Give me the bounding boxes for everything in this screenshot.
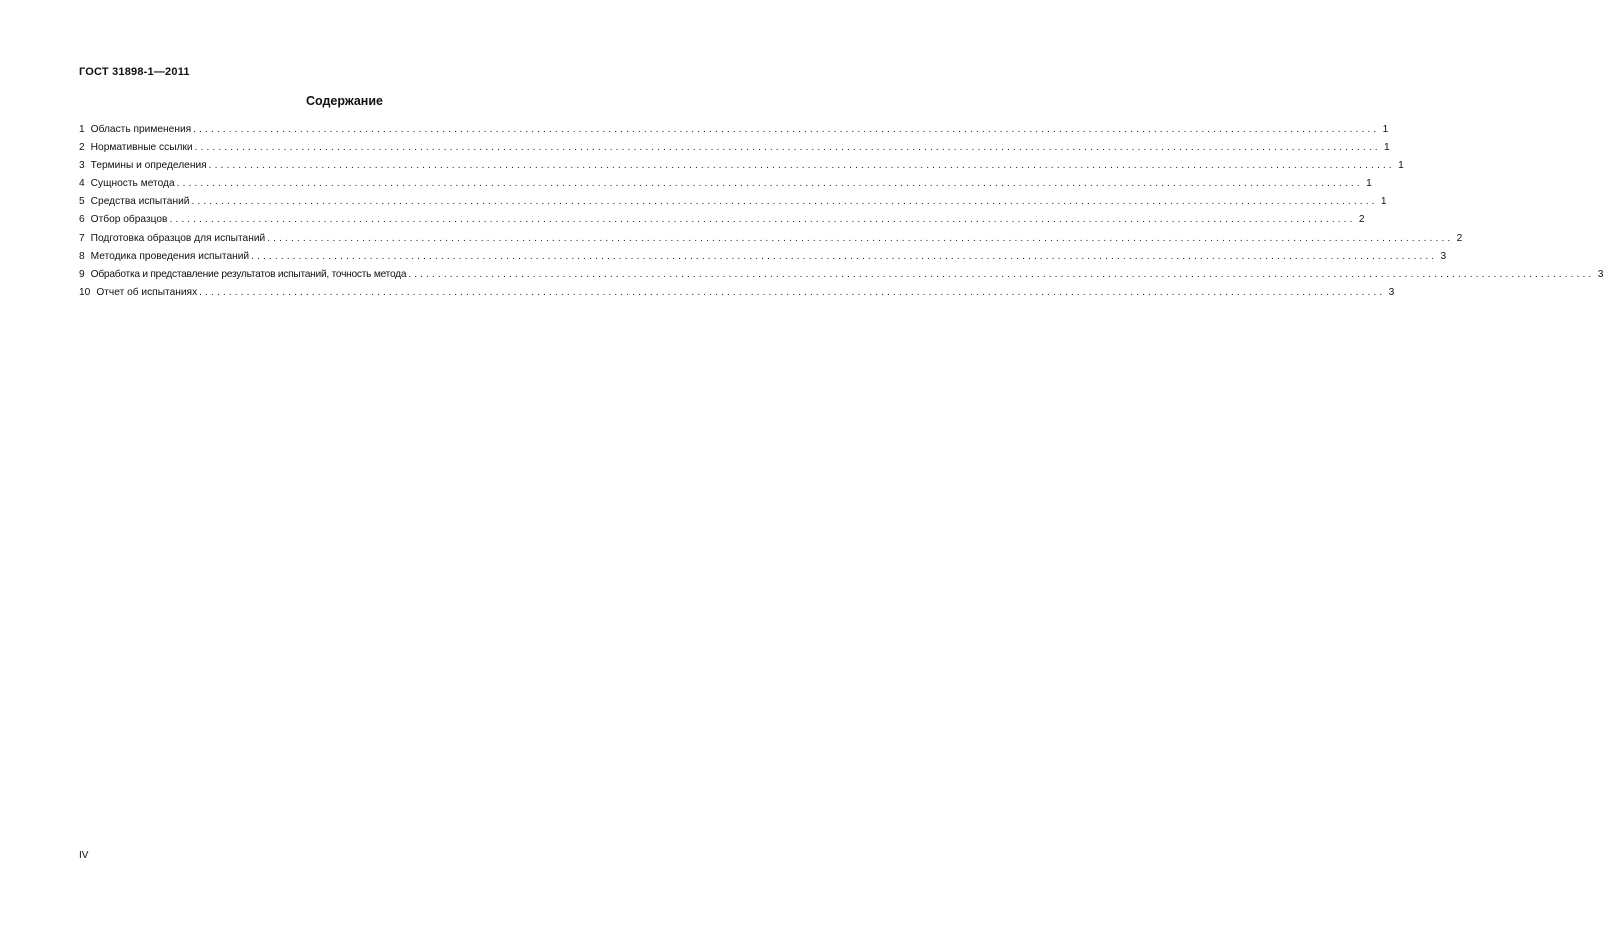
toc-leader-dots: ........................................................................................................................................................................................................ (193, 124, 1380, 135)
toc-entry-number: 7 (79, 232, 85, 244)
toc-entry-page: 2 (1456, 232, 1463, 244)
toc-leader-dots: ........................................................................................................................................................................................................ (191, 196, 1378, 208)
toc-leader-dots: ........................................................................................................................................................................................................ (169, 214, 1356, 226)
toc-entry-page: 1 (1366, 178, 1372, 190)
toc-entry-title: Отбор образцов (90, 214, 168, 226)
toc-entry-page: 1 (1380, 196, 1387, 208)
toc-entry[interactable] (79, 139, 1390, 157)
toc-entry-page: 2 (1358, 214, 1365, 226)
toc-entry-page: 1 (1382, 124, 1389, 135)
document-header: ГОСТ 31898-1—2011 (79, 66, 190, 78)
toc-entry-title: Обработка и представление результатов испытаний, точность метода (90, 268, 407, 280)
toc-leader-dots: ........................................................................................................................................................................................................ (208, 160, 1395, 172)
toc-entry-page: 3 (1440, 250, 1447, 262)
toc-entry-number: 4 (79, 178, 85, 190)
toc-entry-title: Отчет об испытаниях (96, 286, 198, 298)
toc-entry-number: 3 (79, 160, 85, 172)
toc-entry-title: Средства испытаний (90, 196, 190, 208)
toc-leader-dots: ........................................................................................................................................................................................................ (176, 178, 1363, 190)
toc-entry[interactable] (79, 211, 1365, 229)
toc-entry[interactable] (79, 175, 1372, 193)
toc-entry-title: Методика проведения испытаний (90, 250, 250, 262)
toc-entry[interactable] (79, 248, 1447, 266)
toc-leader-dots: ........................................................................................................................................................................................................ (199, 286, 1386, 298)
toc-title: Содержание (305, 94, 383, 108)
toc-entry[interactable] (79, 284, 1395, 302)
toc-entry-page: 1 (1384, 142, 1390, 154)
toc-leader-dots: ........................................................................................................................................................................................................ (194, 142, 1381, 154)
toc-entry[interactable] (79, 121, 1389, 139)
toc-entry[interactable] (79, 193, 1387, 211)
toc-leader-dots: ........................................................................................................................................................................................................ (267, 232, 1454, 244)
toc-entry-title: Подготовка образцов для испытаний (90, 232, 266, 244)
toc-entry[interactable] (79, 266, 1603, 284)
toc-entry-number: 10 (79, 286, 91, 298)
table-of-contents (79, 121, 1603, 302)
toc-entry-page: 3 (1597, 268, 1603, 280)
toc-entry-title: Сущность метода (90, 178, 175, 190)
toc-entry[interactable] (79, 157, 1404, 175)
toc-entry[interactable] (79, 230, 1463, 248)
toc-entry-title: Нормативные ссылки (90, 142, 193, 154)
toc-entry-number: 1 (79, 124, 85, 135)
page-number: IV (79, 850, 89, 861)
toc-entry-number: 2 (79, 142, 85, 154)
toc-entry-title: Область применения (90, 124, 192, 135)
toc-entry-number: 9 (79, 268, 85, 280)
toc-leader-dots: ........................................................................................................................................................................................................ (251, 250, 1438, 262)
toc-leader-dots: ........................................................................................................................................................................................................ (408, 268, 1595, 280)
toc-entry-page: 3 (1388, 286, 1395, 298)
toc-entry-number: 8 (79, 250, 85, 262)
toc-entry-number: 6 (79, 214, 85, 226)
toc-entry-number: 5 (79, 196, 85, 208)
toc-entry-page: 1 (1398, 160, 1404, 172)
toc-entry-title: Термины и определения (90, 160, 207, 172)
